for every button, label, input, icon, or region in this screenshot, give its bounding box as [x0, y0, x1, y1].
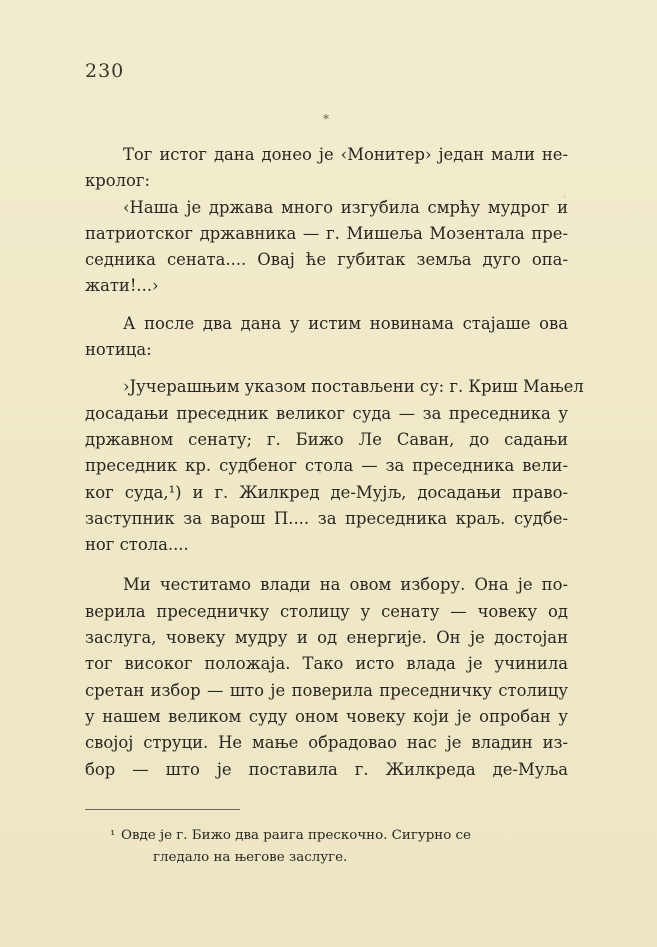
- text-line: преседник кр. судбеног стола — за преседника вели-: [85, 456, 568, 476]
- text-line: верила преседничку столицу у сенату — човеку од: [85, 601, 568, 621]
- paragraph: [85, 142, 568, 195]
- text-line: седника сената.... Овај ће губитак земља дуго опа-: [85, 250, 568, 270]
- text-line: ког суда,¹) и г. Жилкред де-Мујљ, досадањи право-: [85, 482, 568, 502]
- text-line: својој струци. Не мање обрадовао нас је владин из-: [85, 733, 568, 753]
- footnote-mark: ¹: [110, 828, 115, 842]
- footnote-line: [85, 824, 568, 847]
- text-line: државном сенату; г. Бижо Ле Саван, до садањи: [85, 429, 568, 449]
- paragraph-gap: [85, 300, 568, 311]
- text-line: ‹Наша је држава много изгубила смрћу мудрог и: [123, 197, 568, 217]
- footnote-text: Овде је г. Бижо два раига прескочно. Сигурно се: [121, 828, 471, 843]
- text-line: А после два дана у истим новинама стајаше ова: [123, 313, 568, 333]
- footnote: [85, 824, 568, 869]
- paragraph: [85, 311, 568, 364]
- text-line: Тог истог дана донео је ‹Монитер› један мали не-: [123, 145, 568, 164]
- body-text: [85, 142, 584, 783]
- text-line: заступник за варош П.... за преседника краљ. судбе-: [85, 508, 568, 528]
- quote-paragraph: [85, 374, 584, 558]
- paragraph-gap: [85, 558, 568, 572]
- footnote-line: гледало на његове заслуге.: [153, 850, 348, 865]
- text-line: Ми честитамо влади на овом избору. Она је по-: [123, 575, 568, 595]
- footnote-separator: [85, 809, 240, 810]
- text-line: ›Јучерашњим указом постављени су: г. Криш Мањел: [123, 377, 584, 397]
- quote-paragraph: [85, 195, 568, 300]
- text-line: патриотског државника — г. Мишеља Мозентала пре-: [85, 223, 568, 243]
- text-line: заслуга, човеку мудру и од енергије. Он је достојан: [85, 628, 568, 648]
- page-number: 230: [85, 60, 125, 82]
- text-line: жати!...›: [85, 276, 159, 296]
- text-line: кролог:: [85, 171, 150, 191]
- paragraph: [85, 572, 568, 782]
- section-ornament: *: [323, 112, 329, 126]
- paragraph-gap: [85, 363, 568, 374]
- text-line: ног стола....: [85, 535, 189, 555]
- text-line: тог високог положаја. Тако исто влада је учинила: [85, 654, 568, 674]
- text-line: бор — што је поставила г. Жилкреда де-Муља: [85, 759, 568, 779]
- text-line: у нашем великом суду оном човеку који је опробан у: [85, 706, 568, 726]
- text-line: досадањи преседник великог суда — за преседника у: [85, 403, 568, 423]
- text-line: нотица:: [85, 340, 152, 360]
- text-line: сретан избор — што је поверила преседничку столицу: [85, 680, 568, 700]
